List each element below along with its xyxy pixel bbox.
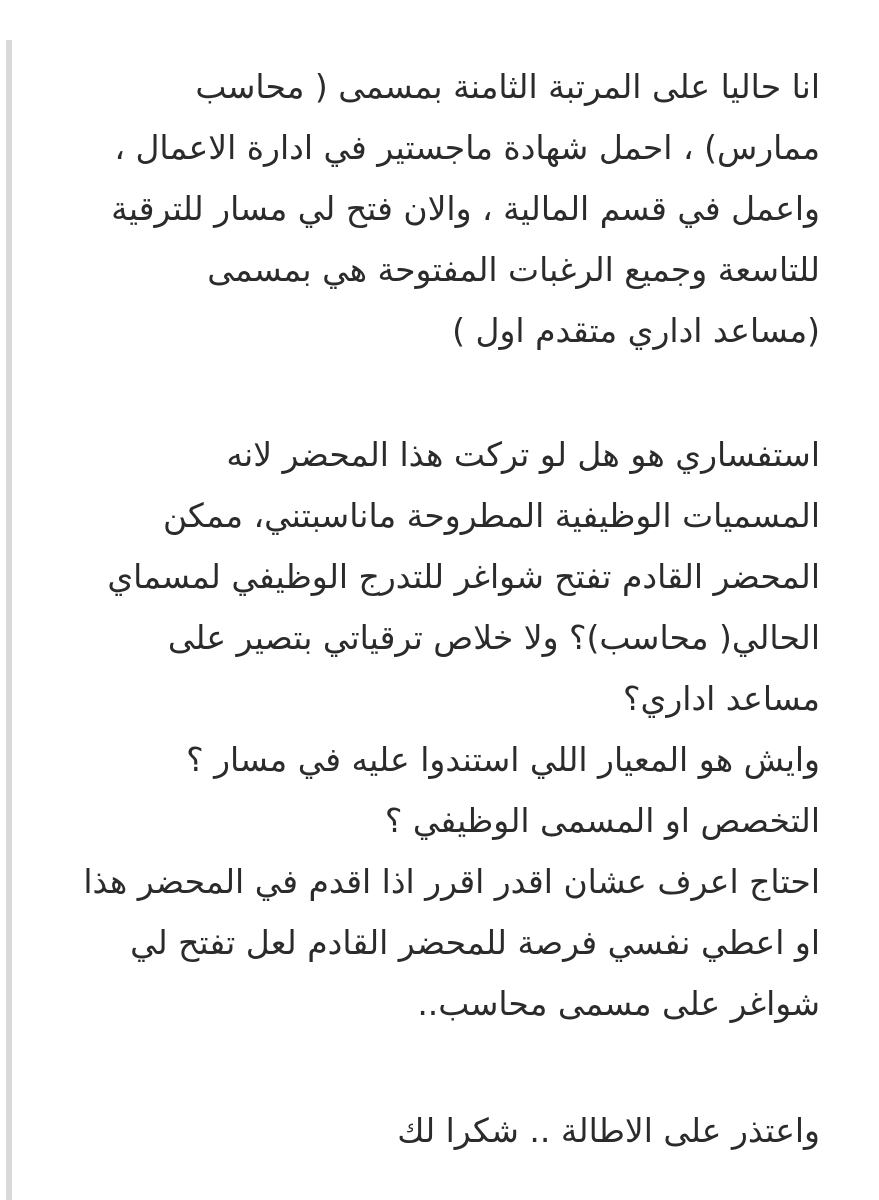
text-line: احتاج اعرف عشان اقدر اقرر اذا اقدم في المحضر هذا bbox=[83, 862, 820, 901]
paragraph-inquiry bbox=[40, 424, 820, 1034]
text-line: ممارس) ، احمل شهادة ماجستير في ادارة الاعمال ، bbox=[114, 128, 820, 167]
text-line: الحالي( محاسب)؟ ولا خلاص ترقياتي بتصير على bbox=[167, 618, 820, 657]
text-line: (مساعد اداري متقدم اول ) bbox=[452, 311, 820, 350]
text-line: للتاسعة وجميع الرغبات المفتوحة هي بمسمى bbox=[207, 250, 820, 289]
paragraph-closing bbox=[40, 1100, 820, 1161]
text-line: او اعطي نفسي فرصة للمحضر القادم لعل تفتح لي bbox=[130, 923, 820, 962]
text-line: التخصص او المسمى الوظيفي ؟ bbox=[384, 801, 820, 840]
text-line: استفساري هو هل لو تركت هذا المحضر لانه bbox=[226, 435, 820, 474]
quote-bar bbox=[6, 40, 12, 1200]
text-line: مساعد اداري؟ bbox=[623, 679, 820, 718]
text-line: المحضر القادم تفتح شواغر للتدرج الوظيفي لمسماي bbox=[107, 557, 820, 596]
text-line: وايش هو المعيار اللي استندوا عليه في مسار ؟ bbox=[186, 740, 820, 779]
text-line: شواغر على مسمى محاسب.. bbox=[417, 984, 820, 1023]
text-line: واعمل في قسم المالية ، والان فتح لي مسار للترقية bbox=[111, 189, 820, 228]
text-line: واعتذر على الاطالة .. شكرا لك bbox=[397, 1111, 820, 1150]
text-line: انا حاليا على المرتبة الثامنة بمسمى ( محاسب bbox=[195, 67, 820, 106]
text-line: المسميات الوظيفية المطروحة ماناسبتني، ممكن bbox=[162, 496, 820, 535]
paragraph-current-position bbox=[40, 56, 820, 361]
